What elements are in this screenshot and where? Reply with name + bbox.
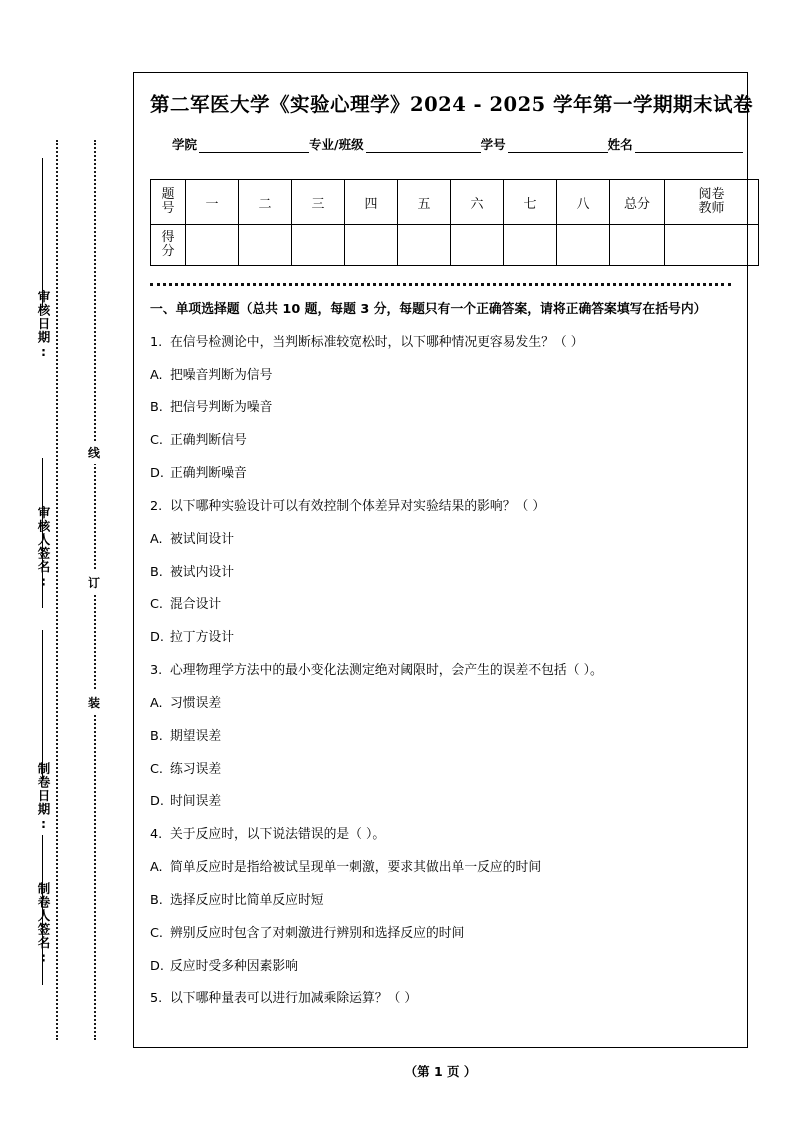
score-cell-2[interactable] <box>239 225 292 266</box>
question-2-option-a[interactable] <box>150 530 731 550</box>
question-4-option-b-text: 选择反应时比简单反应时短 <box>170 892 324 908</box>
page-footer: （第 1 页 ） <box>404 1064 477 1079</box>
binding-margin <box>0 0 133 1122</box>
major-class-input[interactable] <box>366 138 481 153</box>
grader-label-line1: 阅卷 <box>698 186 725 202</box>
question-1-text: 在信号检测论中，当判断标准较宽松时，以下哪种情况更容易发生？（ ） <box>170 334 584 350</box>
question-content <box>150 300 731 1009</box>
column-header-8: 八 <box>557 180 610 225</box>
question-4-text: 关于反应时，以下说法错误的是（ ）。 <box>170 827 386 843</box>
dotted-separator <box>150 283 731 286</box>
major-class-label: 专业/班级 <box>309 137 364 152</box>
column-header-grader <box>665 180 759 225</box>
question-4 <box>150 825 731 845</box>
question-1 <box>150 333 731 353</box>
question-1-option-d-text: 正确判断噪音 <box>170 466 247 482</box>
student-name-label: 姓名 <box>607 137 633 152</box>
question-4-option-a-letter: A. <box>150 860 163 876</box>
question-3-option-a-text: 习惯误差 <box>170 695 222 711</box>
college-field[interactable] <box>172 135 309 153</box>
page-title: 第二军医大学《实验心理学》2024 - 2025 学年第一学期期末试卷 <box>150 93 754 116</box>
student-info-line <box>172 135 721 153</box>
question-4-option-b[interactable] <box>150 891 731 911</box>
student-name-input[interactable] <box>635 138 743 153</box>
question-2-option-c-letter: C. <box>150 597 164 613</box>
binding-char-xian: 线 <box>83 441 105 464</box>
question-4-option-b-letter: B. <box>150 892 163 908</box>
row-label-question-number-line2: 号 <box>161 201 175 216</box>
score-cell-4[interactable] <box>345 225 398 266</box>
row-label-score-line1: 得 <box>161 229 175 245</box>
question-3-option-a[interactable] <box>150 694 731 714</box>
student-id-field[interactable] <box>481 135 608 153</box>
question-4-option-c[interactable] <box>150 924 731 944</box>
review-date-rule <box>42 158 43 308</box>
question-1-option-b[interactable] <box>150 398 731 418</box>
score-cell-7[interactable] <box>504 225 557 266</box>
column-header-4: 四 <box>345 180 398 225</box>
question-1-option-b-letter: B. <box>150 400 163 416</box>
question-3-option-d-letter: D. <box>150 794 164 810</box>
question-2-option-a-text: 被试间设计 <box>170 531 234 547</box>
question-4-option-d[interactable] <box>150 957 731 977</box>
binding-char-zhuang: 装 <box>83 691 105 714</box>
score-cell-3[interactable] <box>292 225 345 266</box>
question-1-option-a-letter: A. <box>150 367 163 383</box>
question-3-option-d[interactable] <box>150 792 731 812</box>
question-2-option-d[interactable] <box>150 628 731 648</box>
question-2-number: 2. <box>150 498 163 514</box>
section-heading: 一、单项选择题（总共 10 题，每题 3 分，每题只有一个正确答案，请将正确答案填写在括号内） <box>150 302 707 317</box>
question-1-option-d[interactable] <box>150 464 731 484</box>
college-input[interactable] <box>199 138 309 153</box>
binding-dotted-line-outer <box>56 140 58 1040</box>
score-cell-grader[interactable] <box>665 225 759 266</box>
question-5 <box>150 989 731 1009</box>
question-3-option-c-letter: C. <box>150 761 164 777</box>
maker-date-label: 制卷日期: <box>36 762 51 832</box>
question-3-option-c[interactable] <box>150 760 731 780</box>
question-1-option-a-text: 把噪音判断为信号 <box>170 367 273 383</box>
question-4-option-c-letter: C. <box>150 925 164 941</box>
question-2-option-b-letter: B. <box>150 564 163 580</box>
score-cell-5[interactable] <box>398 225 451 266</box>
row-label-question-number <box>151 180 186 225</box>
score-table <box>150 179 759 266</box>
question-1-option-c-letter: C. <box>150 433 164 449</box>
question-2 <box>150 497 731 517</box>
grader-label-line2: 教师 <box>698 201 725 216</box>
question-3-option-a-letter: A. <box>150 695 163 711</box>
question-3-number: 3. <box>150 663 163 679</box>
question-4-number: 4. <box>150 827 163 843</box>
question-4-option-a-text: 简单反应时是指给被试呈现单一刺激，要求其做出单一反应的时间 <box>170 860 542 876</box>
question-4-option-c-text: 辨别反应时包含了对刺激进行辨别和选择反应的时间 <box>170 925 465 941</box>
question-2-option-d-letter: D. <box>150 630 164 646</box>
question-2-text: 以下哪种实验设计可以有效控制个体差异对实验结果的影响？（ ） <box>170 498 546 514</box>
question-4-option-d-text: 反应时受多种因素影响 <box>170 958 298 974</box>
row-label-score-line2: 分 <box>161 244 175 259</box>
question-5-number: 5. <box>150 991 163 1007</box>
college-label: 学院 <box>172 137 198 152</box>
question-3-text: 心理物理学方法中的最小变化法测定绝对阈限时，会产生的误差不包括（ ）。 <box>170 663 603 679</box>
table-row-header <box>151 180 759 225</box>
question-1-option-b-text: 把信号判断为噪音 <box>170 400 273 416</box>
question-1-option-a[interactable] <box>150 366 731 386</box>
student-name-field[interactable] <box>608 135 743 153</box>
major-class-field[interactable] <box>309 135 481 153</box>
column-header-5: 五 <box>398 180 451 225</box>
reviewer-signature-label: 审核人签名: <box>36 506 51 590</box>
row-label-question-number-line1: 题 <box>161 186 175 202</box>
question-3-option-b-letter: B. <box>150 728 163 744</box>
student-id-label: 学号 <box>480 137 506 152</box>
maker-date-rule <box>42 630 43 780</box>
student-id-input[interactable] <box>508 138 608 153</box>
question-4-option-a[interactable] <box>150 858 731 878</box>
question-2-option-d-text: 拉丁方设计 <box>170 630 234 646</box>
question-1-option-c[interactable] <box>150 431 731 451</box>
question-1-option-d-letter: D. <box>150 466 164 482</box>
column-header-2: 二 <box>239 180 292 225</box>
question-1-option-c-text: 正确判断信号 <box>170 433 247 449</box>
score-cell-6[interactable] <box>451 225 504 266</box>
score-cell-8[interactable] <box>557 225 610 266</box>
question-2-option-b[interactable] <box>150 563 731 583</box>
question-2-option-c[interactable] <box>150 595 731 615</box>
score-cell-1[interactable] <box>186 225 239 266</box>
column-header-1: 一 <box>186 180 239 225</box>
row-label-score <box>151 225 186 266</box>
question-3-option-b-text: 期望误差 <box>170 728 222 744</box>
question-3-option-b[interactable] <box>150 727 731 747</box>
score-cell-total[interactable] <box>610 225 665 266</box>
question-3-option-c-text: 练习误差 <box>170 761 222 777</box>
question-1-number: 1. <box>150 334 163 350</box>
binding-char-ding: 订 <box>83 571 105 594</box>
column-header-3: 三 <box>292 180 345 225</box>
question-4-option-d-letter: D. <box>150 958 164 974</box>
question-3-option-d-text: 时间误差 <box>170 794 222 810</box>
table-row-scores <box>151 225 759 266</box>
exam-page-frame <box>133 72 754 1048</box>
question-2-option-b-text: 被试内设计 <box>170 564 234 580</box>
column-header-6: 六 <box>451 180 504 225</box>
question-5-text: 以下哪种量表可以进行加减乘除运算？（ ） <box>170 991 418 1007</box>
column-header-7: 七 <box>504 180 557 225</box>
question-2-option-c-text: 混合设计 <box>170 597 222 613</box>
column-header-total: 总分 <box>610 180 665 225</box>
maker-signature-label: 制卷人签名: <box>36 882 51 966</box>
question-2-option-a-letter: A. <box>150 531 163 547</box>
review-date-label: 审核日期: <box>36 290 51 360</box>
question-3 <box>150 661 731 681</box>
